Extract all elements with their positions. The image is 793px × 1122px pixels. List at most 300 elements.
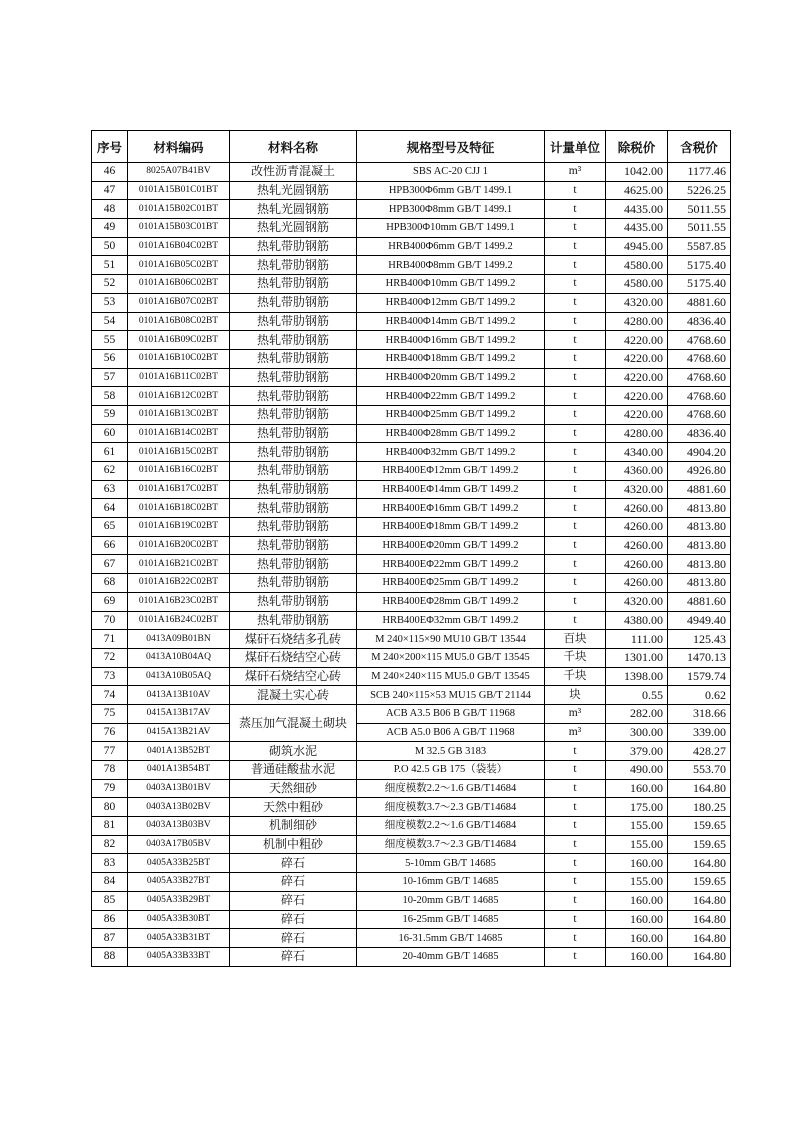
cell-name: 机制中粗砂 (230, 835, 357, 854)
cell-price-excl-tax: 4260.00 (606, 499, 668, 518)
cell-name: 煤矸石烧结空心砖 (230, 648, 357, 667)
cell-unit: t (545, 574, 606, 593)
cell-index: 85 (92, 891, 128, 910)
cell-price-excl-tax: 4260.00 (606, 555, 668, 574)
cell-spec: 20-40mm GB/T 14685 (357, 947, 545, 966)
cell-code: 0413A10B04AQ (128, 648, 230, 667)
cell-index: 63 (92, 480, 128, 499)
table-row (92, 200, 731, 219)
cell-price-incl-tax: 339.00 (668, 723, 731, 742)
cell-name: 热轧带肋钢筋 (230, 331, 357, 350)
cell-index: 47 (92, 181, 128, 200)
cell-unit: 块 (545, 686, 606, 705)
cell-price-excl-tax: 490.00 (606, 761, 668, 780)
cell-price-excl-tax: 4340.00 (606, 443, 668, 462)
cell-name: 热轧光圆钢筋 (230, 219, 357, 238)
cell-name: 碎石 (230, 910, 357, 929)
cell-spec: HRB400Φ32mm GB/T 1499.2 (357, 443, 545, 462)
cell-price-excl-tax: 4280.00 (606, 312, 668, 331)
cell-price-incl-tax: 5587.85 (668, 237, 731, 256)
cell-unit: t (545, 929, 606, 948)
cell-price-incl-tax: 159.65 (668, 835, 731, 854)
cell-unit: m³ (545, 163, 606, 182)
table-row (92, 723, 731, 742)
cell-price-incl-tax: 4768.60 (668, 387, 731, 406)
cell-spec: HRB400EΦ12mm GB/T 1499.2 (357, 462, 545, 481)
cell-spec: HRB400EΦ25mm GB/T 1499.2 (357, 574, 545, 593)
cell-code: 0101A16B15C02BT (128, 443, 230, 462)
cell-name: 热轧带肋钢筋 (230, 424, 357, 443)
cell-spec: HPB300Φ6mm GB/T 1499.1 (357, 181, 545, 200)
cell-index: 68 (92, 574, 128, 593)
cell-price-excl-tax: 4220.00 (606, 368, 668, 387)
cell-price-excl-tax: 160.00 (606, 929, 668, 948)
table-row (92, 854, 731, 873)
table-row (92, 574, 731, 593)
cell-index: 82 (92, 835, 128, 854)
cell-code: 0405A33B29BT (128, 891, 230, 910)
cell-price-incl-tax: 4836.40 (668, 424, 731, 443)
cell-code: 0101A16B20C02BT (128, 536, 230, 555)
cell-price-incl-tax: 4904.20 (668, 443, 731, 462)
cell-price-excl-tax: 4435.00 (606, 200, 668, 219)
cell-spec: HRB400Φ22mm GB/T 1499.2 (357, 387, 545, 406)
cell-unit: 千块 (545, 667, 606, 686)
cell-spec: HRB400EΦ16mm GB/T 1499.2 (357, 499, 545, 518)
cell-price-excl-tax: 4435.00 (606, 219, 668, 238)
cell-price-excl-tax: 4220.00 (606, 331, 668, 350)
cell-unit: t (545, 237, 606, 256)
cell-spec: 16-25mm GB/T 14685 (357, 910, 545, 929)
table-row (92, 499, 731, 518)
cell-price-excl-tax: 155.00 (606, 817, 668, 836)
cell-unit: t (545, 910, 606, 929)
header-name: 材料名称 (230, 131, 357, 163)
cell-index: 59 (92, 405, 128, 424)
cell-price-excl-tax: 282.00 (606, 704, 668, 723)
cell-spec: HRB400Φ6mm GB/T 1499.2 (357, 237, 545, 256)
cell-spec: 细度模数2.2～1.6 GB/T14684 (357, 779, 545, 798)
cell-spec: HRB400EΦ18mm GB/T 1499.2 (357, 518, 545, 537)
cell-price-incl-tax: 5226.25 (668, 181, 731, 200)
cell-unit: t (545, 387, 606, 406)
table-row (92, 704, 731, 723)
cell-code: 0413A13B10AV (128, 686, 230, 705)
cell-price-incl-tax: 5175.40 (668, 275, 731, 294)
table-row (92, 873, 731, 892)
table-row (92, 462, 731, 481)
cell-price-excl-tax: 4260.00 (606, 574, 668, 593)
cell-name: 蒸压加气混凝土砌块 (230, 704, 357, 741)
cell-index: 74 (92, 686, 128, 705)
cell-code: 0405A33B31BT (128, 929, 230, 948)
table-row (92, 686, 731, 705)
cell-index: 51 (92, 256, 128, 275)
table-row (92, 349, 731, 368)
cell-spec: HPB300Φ10mm GB/T 1499.1 (357, 219, 545, 238)
cell-code: 0101A16B18C02BT (128, 499, 230, 518)
cell-name: 碎石 (230, 873, 357, 892)
cell-price-incl-tax: 553.70 (668, 761, 731, 780)
cell-index: 55 (92, 331, 128, 350)
cell-index: 57 (92, 368, 128, 387)
cell-price-incl-tax: 159.65 (668, 873, 731, 892)
cell-price-excl-tax: 4580.00 (606, 256, 668, 275)
cell-unit: t (545, 462, 606, 481)
cell-price-excl-tax: 155.00 (606, 835, 668, 854)
table-row (92, 798, 731, 817)
cell-code: 0403A13B03BV (128, 817, 230, 836)
cell-index: 80 (92, 798, 128, 817)
cell-index: 48 (92, 200, 128, 219)
cell-price-incl-tax: 5011.55 (668, 200, 731, 219)
cell-price-incl-tax: 4768.60 (668, 331, 731, 350)
cell-code: 0405A33B30BT (128, 910, 230, 929)
cell-code: 0413A09B01BN (128, 630, 230, 649)
header-code: 材料编码 (128, 131, 230, 163)
cell-index: 77 (92, 742, 128, 761)
cell-code: 0101A16B16C02BT (128, 462, 230, 481)
cell-name: 热轧带肋钢筋 (230, 611, 357, 630)
cell-price-incl-tax: 318.66 (668, 704, 731, 723)
cell-name: 热轧带肋钢筋 (230, 312, 357, 331)
cell-index: 60 (92, 424, 128, 443)
table-row (92, 219, 731, 238)
cell-index: 79 (92, 779, 128, 798)
cell-code: 0101A16B14C02BT (128, 424, 230, 443)
cell-spec: P.O 42.5 GB 175（袋装） (357, 761, 545, 780)
cell-code: 0415A13B17AV (128, 704, 230, 723)
cell-name: 热轧带肋钢筋 (230, 536, 357, 555)
cell-name: 砌筑水泥 (230, 742, 357, 761)
cell-name: 热轧带肋钢筋 (230, 518, 357, 537)
cell-unit: t (545, 798, 606, 817)
cell-price-excl-tax: 4945.00 (606, 237, 668, 256)
cell-unit: t (545, 817, 606, 836)
cell-spec: ACB A5.0 B06 A GB/T 11968 (357, 723, 545, 742)
cell-unit: t (545, 854, 606, 873)
cell-index: 69 (92, 592, 128, 611)
cell-spec: 5-10mm GB/T 14685 (357, 854, 545, 873)
cell-code: 0403A13B02BV (128, 798, 230, 817)
table-row (92, 779, 731, 798)
cell-spec: HRB400Φ16mm GB/T 1499.2 (357, 331, 545, 350)
table-row (92, 630, 731, 649)
cell-unit: t (545, 742, 606, 761)
cell-spec: HRB400EΦ22mm GB/T 1499.2 (357, 555, 545, 574)
cell-spec: HRB400Φ12mm GB/T 1499.2 (357, 293, 545, 312)
cell-price-incl-tax: 164.80 (668, 891, 731, 910)
cell-unit: t (545, 256, 606, 275)
cell-price-excl-tax: 4220.00 (606, 387, 668, 406)
cell-spec: HRB400Φ28mm GB/T 1499.2 (357, 424, 545, 443)
header-index: 序号 (92, 131, 128, 163)
cell-spec: HRB400Φ14mm GB/T 1499.2 (357, 312, 545, 331)
cell-code: 8025A07B41BV (128, 163, 230, 182)
cell-price-incl-tax: 4813.80 (668, 574, 731, 593)
cell-price-incl-tax: 4813.80 (668, 555, 731, 574)
cell-unit: t (545, 536, 606, 555)
cell-name: 热轧带肋钢筋 (230, 443, 357, 462)
cell-name: 天然细砂 (230, 779, 357, 798)
cell-name: 碎石 (230, 929, 357, 948)
cell-unit: 百块 (545, 630, 606, 649)
cell-price-incl-tax: 4836.40 (668, 312, 731, 331)
cell-name: 普通硅酸盐水泥 (230, 761, 357, 780)
cell-price-incl-tax: 5011.55 (668, 219, 731, 238)
cell-name: 碎石 (230, 854, 357, 873)
cell-unit: t (545, 518, 606, 537)
table-row (92, 312, 731, 331)
table-row (92, 555, 731, 574)
table-row (92, 891, 731, 910)
cell-name: 热轧带肋钢筋 (230, 592, 357, 611)
cell-price-incl-tax: 4768.60 (668, 368, 731, 387)
cell-code: 0101A16B05C02BT (128, 256, 230, 275)
table-row (92, 611, 731, 630)
cell-index: 75 (92, 704, 128, 723)
cell-price-excl-tax: 160.00 (606, 779, 668, 798)
cell-unit: t (545, 293, 606, 312)
cell-price-excl-tax: 175.00 (606, 798, 668, 817)
cell-index: 86 (92, 910, 128, 929)
cell-code: 0101A15B03C01BT (128, 219, 230, 238)
cell-price-excl-tax: 160.00 (606, 910, 668, 929)
table-row (92, 536, 731, 555)
header-price-excl-tax: 除税价 (606, 131, 668, 163)
cell-code: 0401A13B52BT (128, 742, 230, 761)
cell-unit: t (545, 424, 606, 443)
cell-code: 0101A16B10C02BT (128, 349, 230, 368)
cell-code: 0101A16B13C02BT (128, 405, 230, 424)
cell-price-excl-tax: 4360.00 (606, 462, 668, 481)
cell-unit: t (545, 349, 606, 368)
cell-index: 62 (92, 462, 128, 481)
cell-code: 0401A13B54BT (128, 761, 230, 780)
cell-spec: HRB400EΦ20mm GB/T 1499.2 (357, 536, 545, 555)
cell-price-incl-tax: 4881.60 (668, 293, 731, 312)
cell-name: 热轧带肋钢筋 (230, 555, 357, 574)
header-unit: 计量单位 (545, 131, 606, 163)
cell-code: 0101A16B04C02BT (128, 237, 230, 256)
cell-price-excl-tax: 160.00 (606, 891, 668, 910)
cell-index: 58 (92, 387, 128, 406)
cell-index: 88 (92, 947, 128, 966)
cell-index: 53 (92, 293, 128, 312)
cell-spec: HRB400Φ18mm GB/T 1499.2 (357, 349, 545, 368)
table-row (92, 237, 731, 256)
cell-price-excl-tax: 1042.00 (606, 163, 668, 182)
cell-index: 66 (92, 536, 128, 555)
cell-name: 热轧带肋钢筋 (230, 256, 357, 275)
cell-price-excl-tax: 4220.00 (606, 349, 668, 368)
cell-spec: SCB 240×115×53 MU15 GB/T 21144 (357, 686, 545, 705)
cell-name: 热轧带肋钢筋 (230, 574, 357, 593)
cell-code: 0405A33B25BT (128, 854, 230, 873)
cell-spec: M 240×240×115 MU5.0 GB/T 13545 (357, 667, 545, 686)
table-row (92, 181, 731, 200)
cell-index: 87 (92, 929, 128, 948)
cell-spec: 细度模数2.2～1.6 GB/T14684 (357, 817, 545, 836)
cell-code: 0101A16B24C02BT (128, 611, 230, 630)
cell-code: 0101A15B02C01BT (128, 200, 230, 219)
cell-price-incl-tax: 164.80 (668, 910, 731, 929)
cell-spec: HRB400EΦ28mm GB/T 1499.2 (357, 592, 545, 611)
cell-unit: t (545, 275, 606, 294)
cell-code: 0101A16B07C02BT (128, 293, 230, 312)
cell-index: 70 (92, 611, 128, 630)
cell-index: 54 (92, 312, 128, 331)
table-row (92, 293, 731, 312)
cell-spec: HRB400Φ25mm GB/T 1499.2 (357, 405, 545, 424)
cell-price-excl-tax: 4580.00 (606, 275, 668, 294)
cell-price-incl-tax: 164.80 (668, 947, 731, 966)
cell-unit: t (545, 219, 606, 238)
table-row (92, 742, 731, 761)
cell-price-excl-tax: 111.00 (606, 630, 668, 649)
cell-index: 56 (92, 349, 128, 368)
cell-code: 0403A17B05BV (128, 835, 230, 854)
cell-price-incl-tax: 4768.60 (668, 349, 731, 368)
cell-unit: t (545, 181, 606, 200)
cell-name: 热轧带肋钢筋 (230, 499, 357, 518)
cell-code: 0413A10B05AQ (128, 667, 230, 686)
cell-name: 混凝土实心砖 (230, 686, 357, 705)
cell-price-excl-tax: 4260.00 (606, 518, 668, 537)
cell-index: 72 (92, 648, 128, 667)
cell-price-incl-tax: 159.65 (668, 817, 731, 836)
cell-spec: SBS AC-20 CJJ 1 (357, 163, 545, 182)
header-price-incl-tax: 含税价 (668, 131, 731, 163)
cell-name: 热轧光圆钢筋 (230, 181, 357, 200)
cell-price-excl-tax: 379.00 (606, 742, 668, 761)
cell-price-excl-tax: 4320.00 (606, 480, 668, 499)
table-row (92, 518, 731, 537)
cell-spec: 10-16mm GB/T 14685 (357, 873, 545, 892)
cell-unit: t (545, 592, 606, 611)
cell-name: 热轧带肋钢筋 (230, 293, 357, 312)
cell-index: 78 (92, 761, 128, 780)
cell-name: 热轧带肋钢筋 (230, 275, 357, 294)
cell-unit: t (545, 200, 606, 219)
cell-name: 热轧带肋钢筋 (230, 368, 357, 387)
cell-code: 0101A16B19C02BT (128, 518, 230, 537)
cell-index: 52 (92, 275, 128, 294)
cell-index: 76 (92, 723, 128, 742)
table-row (92, 667, 731, 686)
cell-price-incl-tax: 4813.80 (668, 499, 731, 518)
cell-spec: 细度模数3.7～2.3 GB/T14684 (357, 835, 545, 854)
cell-price-excl-tax: 4260.00 (606, 536, 668, 555)
table-row (92, 387, 731, 406)
cell-name: 煤矸石烧结多孔砖 (230, 630, 357, 649)
cell-price-excl-tax: 4320.00 (606, 592, 668, 611)
cell-unit: t (545, 499, 606, 518)
cell-index: 81 (92, 817, 128, 836)
cell-name: 改性沥青混凝土 (230, 163, 357, 182)
cell-unit: t (545, 761, 606, 780)
table-row (92, 275, 731, 294)
table-row (92, 480, 731, 499)
cell-spec: 细度模数3.7～2.3 GB/T14684 (357, 798, 545, 817)
cell-spec: 10-20mm GB/T 14685 (357, 891, 545, 910)
cell-price-excl-tax: 4220.00 (606, 405, 668, 424)
table-row (92, 368, 731, 387)
materials-price-table (91, 130, 731, 967)
cell-price-incl-tax: 4813.80 (668, 518, 731, 537)
cell-index: 84 (92, 873, 128, 892)
cell-price-incl-tax: 164.80 (668, 854, 731, 873)
cell-unit: t (545, 480, 606, 499)
cell-price-incl-tax: 4949.40 (668, 611, 731, 630)
cell-spec: M 240×115×90 MU10 GB/T 13544 (357, 630, 545, 649)
cell-code: 0101A16B21C02BT (128, 555, 230, 574)
cell-spec: HRB400EΦ32mm GB/T 1499.2 (357, 611, 545, 630)
cell-spec: HRB400Φ10mm GB/T 1499.2 (357, 275, 545, 294)
cell-unit: t (545, 873, 606, 892)
table-row (92, 929, 731, 948)
table-row (92, 331, 731, 350)
cell-unit: t (545, 891, 606, 910)
cell-code: 0101A16B08C02BT (128, 312, 230, 331)
cell-price-incl-tax: 164.80 (668, 929, 731, 948)
cell-unit: t (545, 555, 606, 574)
cell-spec: M 32.5 GB 3183 (357, 742, 545, 761)
cell-name: 热轧光圆钢筋 (230, 200, 357, 219)
cell-unit: m³ (545, 704, 606, 723)
cell-price-excl-tax: 4280.00 (606, 424, 668, 443)
cell-code: 0101A16B22C02BT (128, 574, 230, 593)
cell-price-incl-tax: 4926.80 (668, 462, 731, 481)
cell-index: 49 (92, 219, 128, 238)
cell-price-excl-tax: 155.00 (606, 873, 668, 892)
cell-unit: 千块 (545, 648, 606, 667)
table-row (92, 424, 731, 443)
cell-price-incl-tax: 0.62 (668, 686, 731, 705)
cell-unit: t (545, 947, 606, 966)
cell-name: 热轧带肋钢筋 (230, 349, 357, 368)
cell-index: 46 (92, 163, 128, 182)
cell-index: 67 (92, 555, 128, 574)
cell-price-incl-tax: 428.27 (668, 742, 731, 761)
cell-code: 0403A13B01BV (128, 779, 230, 798)
cell-code: 0415A13B21AV (128, 723, 230, 742)
cell-price-excl-tax: 1398.00 (606, 667, 668, 686)
cell-index: 61 (92, 443, 128, 462)
table-row (92, 947, 731, 966)
cell-index: 50 (92, 237, 128, 256)
cell-code: 0405A33B33BT (128, 947, 230, 966)
cell-unit: t (545, 835, 606, 854)
cell-unit: m³ (545, 723, 606, 742)
cell-code: 0101A16B23C02BT (128, 592, 230, 611)
cell-code: 0101A16B06C02BT (128, 275, 230, 294)
cell-spec: HRB400Φ20mm GB/T 1499.2 (357, 368, 545, 387)
cell-price-incl-tax: 1470.13 (668, 648, 731, 667)
cell-name: 机制细砂 (230, 817, 357, 836)
cell-index: 71 (92, 630, 128, 649)
cell-code: 0101A16B12C02BT (128, 387, 230, 406)
cell-price-incl-tax: 1177.46 (668, 163, 731, 182)
table-row (92, 817, 731, 836)
table-row (92, 761, 731, 780)
cell-name: 碎石 (230, 947, 357, 966)
table-header-row (92, 131, 731, 163)
table-row (92, 592, 731, 611)
cell-price-incl-tax: 180.25 (668, 798, 731, 817)
cell-price-excl-tax: 300.00 (606, 723, 668, 742)
cell-code: 0405A33B27BT (128, 873, 230, 892)
